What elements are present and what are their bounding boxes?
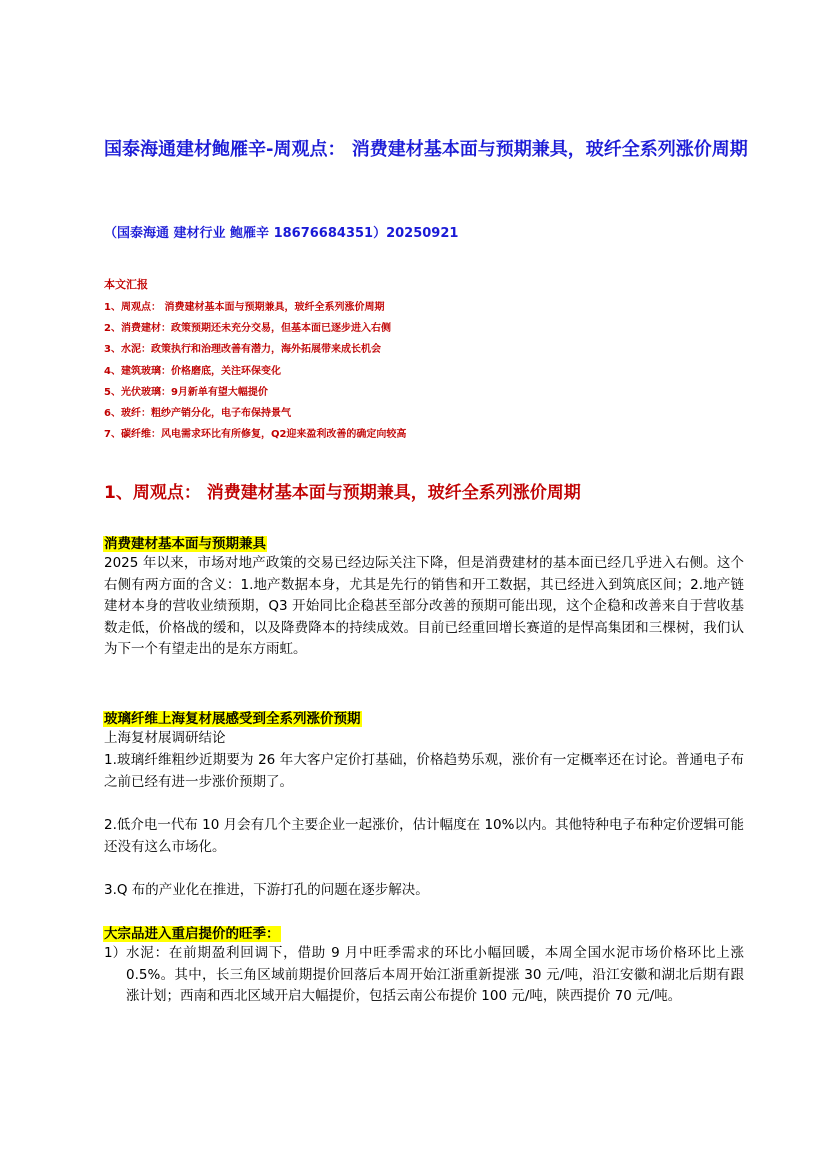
list-item [104,943,744,1008]
document-title: 国泰海通建材鲍雁辛-周观点： 消费建材基本面与预期兼具，玻纤全系列涨价周期 [104,139,748,160]
toc-item: 7、碳纤维：风电需求环比有所修复，Q2迎来盈利改善的确定向较高 [104,429,407,441]
block2-point2: 2.低介电一代布 10 月会有几个主要企业一起涨价，估计幅度在 10%以内。其他特种电子布种定价逻辑可能还没有这么市场化。 [104,817,744,855]
toc-item: 6、玻纤：粗纱产销分化，电子布保持景气 [104,408,291,420]
toc-item: 3、水泥：政策执行和治理改善有潜力，海外拓展带来成长机会 [104,344,381,356]
block2-point3: 3.Q 布的产业化在推进，下游打孔的问题在逐步解决。 [104,882,429,898]
toc-item: 4、建筑玻璃：价格磨底，关注环保变化 [104,365,281,377]
author-line: （国泰海通 建材行业 鲍雁辛 18676684351）20250921 [104,226,459,241]
highlight-heading [103,708,362,729]
highlight-heading [103,923,281,944]
summary-heading: 本文汇报 [104,278,148,291]
block2-heading: 玻璃纤维上海复材展感受到全系列涨价预期 [104,711,361,727]
toc-item: 1、周观点： 消费建材基本面与预期兼具，玻纤全系列涨价周期 [104,302,385,313]
block1-heading: 消费建材基本面与预期兼具 [104,536,266,552]
table-of-contents [104,297,406,445]
highlight-heading [103,533,267,554]
list-item-number: 1） [104,945,127,961]
block2-intro: 上海复材展调研结论 [104,730,226,746]
block1-paragraph: 2025 年以来，市场对地产政策的交易已经边际关注下降，但是消费建材的基本面已经几乎进入右侧。这个右侧有两方面的含义：1.地产数据本身，尤其是先行的销售和开工数据，其已经进入到筑底区间；2.地产链建材本身的营收业绩预期，Q3 开始同比企稳甚至部分改善的预期可能出现，这个企稳和改善来自于营收基数走低，价格战的缓和，以及降费降本的持续成效。目前已经重回增长赛道的是悍高集团和三棵树，我们认为下一个有望走出的是东方雨虹。 [104,555,744,658]
block2-point1: 1.玻璃纤维粗纱近期要为 26 年大客户定价打基础，价格趋势乐观，涨价有一定概率还在讨论。普通电子布之前已经有进一步涨价预期了。 [104,752,744,790]
section-title: 1、周观点： 消费建材基本面与预期兼具，玻纤全系列涨价周期 [104,483,581,503]
toc-item: 5、光伏玻璃：9月新单有望大幅提价 [104,386,268,398]
list-item-text: 水泥：在前期盈利回调下，借助 9 月中旺季需求的环比小幅回暖，本周全国水泥市场价格环比上涨 0.5%。其中，长三角区域前期提价回落后本周开始江浙重新提涨 30 元/吨，沿江安徽和湖北后期有跟涨计划；西南和西北区域开启大幅提价，包括云南公布提价 100 元/吨，陕西提价 70 元/吨。 [126,945,744,1005]
toc-item: 2、消费建材：政策预期还未充分交易，但基本面已逐步进入右侧 [104,323,391,335]
block3-heading: 大宗品进入重启提价的旺季： [104,926,280,942]
